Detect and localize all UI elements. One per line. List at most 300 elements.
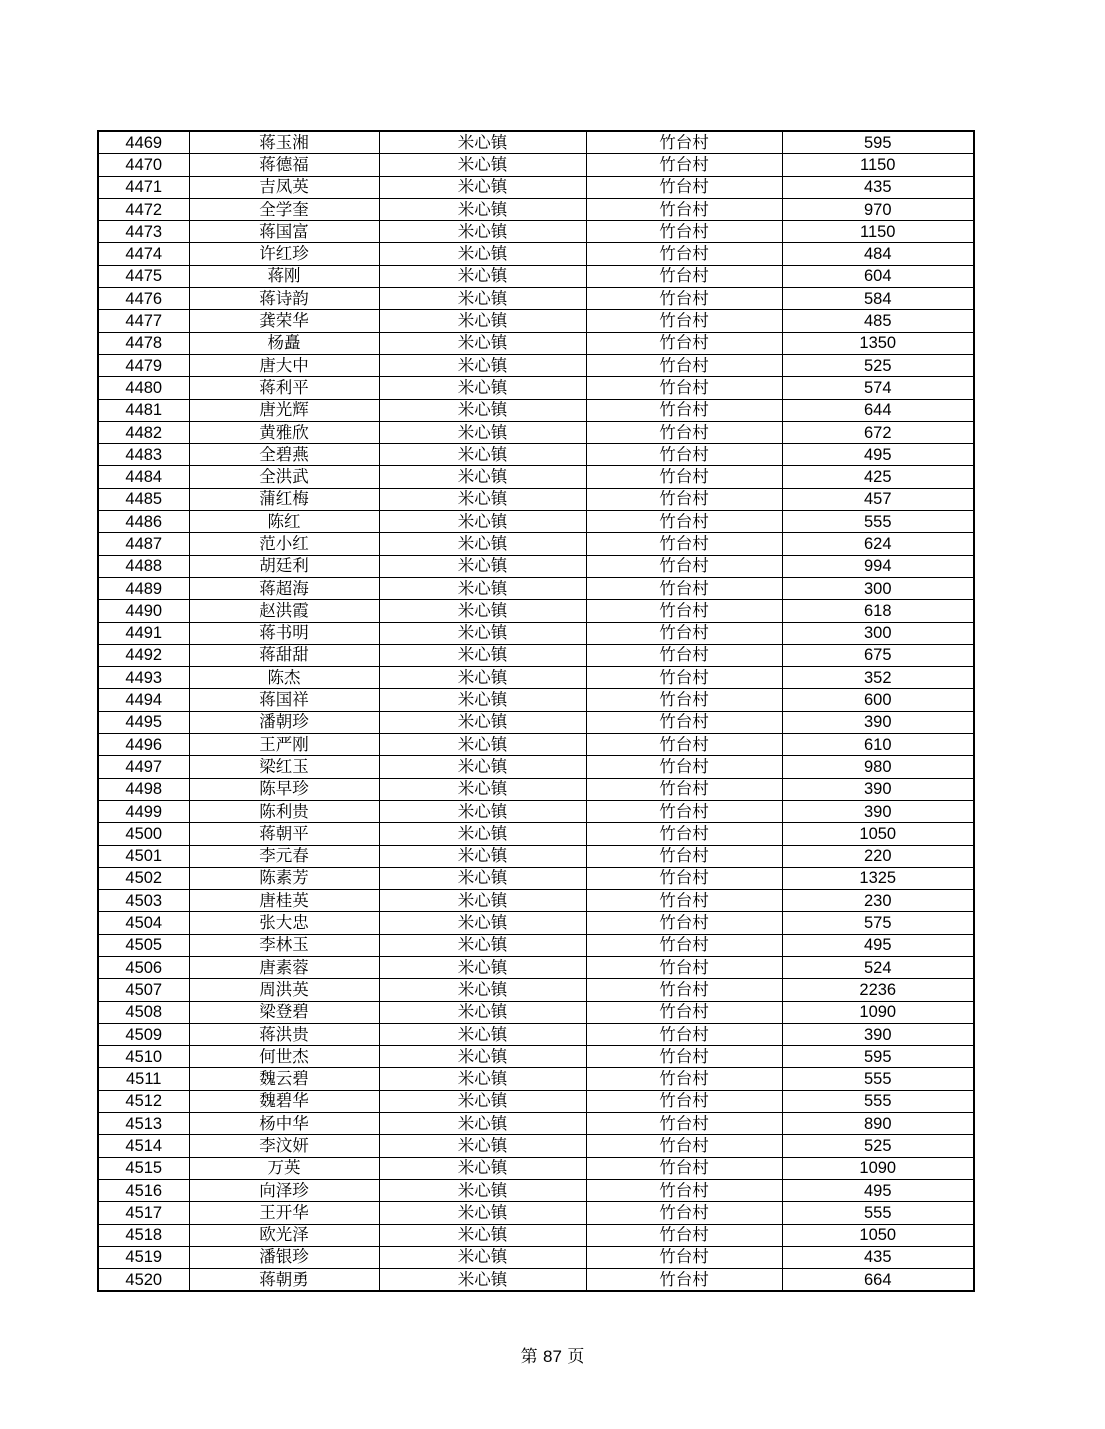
town-cell: 米心镇 [379,131,586,154]
row-number-cell: 4501 [98,845,189,867]
table-row [98,778,974,800]
village-cell: 竹台村 [586,934,782,956]
row-number-cell: 4508 [98,1001,189,1023]
row-number-cell: 4491 [98,622,189,644]
village-cell: 竹台村 [586,711,782,733]
town-cell: 米心镇 [379,912,586,934]
amount-cell: 604 [782,265,974,287]
row-number-cell: 4509 [98,1023,189,1045]
name-cell: 蒋超海 [189,577,379,599]
village-cell: 竹台村 [586,577,782,599]
name-cell: 蒋诗韵 [189,288,379,310]
table-row [98,734,974,756]
table-row [98,845,974,867]
table-row [98,667,974,689]
amount-cell: 555 [782,1090,974,1112]
name-cell: 陈素芳 [189,867,379,889]
name-cell: 唐桂英 [189,890,379,912]
amount-cell: 390 [782,711,974,733]
town-cell: 米心镇 [379,288,586,310]
amount-cell: 230 [782,890,974,912]
row-number-cell: 4519 [98,1246,189,1268]
town-cell: 米心镇 [379,354,586,376]
row-number-cell: 4473 [98,221,189,243]
village-cell: 竹台村 [586,1023,782,1045]
page-label-suffix: 页 [567,1347,585,1367]
table-row [98,1090,974,1112]
town-cell: 米心镇 [379,154,586,176]
village-cell: 竹台村 [586,221,782,243]
village-cell: 竹台村 [586,511,782,533]
name-cell: 陈早珍 [189,778,379,800]
table-row [98,1269,974,1292]
name-cell: 许红珍 [189,243,379,265]
village-cell: 竹台村 [586,1269,782,1292]
row-number-cell: 4505 [98,934,189,956]
table-row [98,1224,974,1246]
table-row [98,867,974,889]
name-cell: 魏云碧 [189,1068,379,1090]
name-cell: 蒋甜甜 [189,644,379,666]
town-cell: 米心镇 [379,1202,586,1224]
village-cell: 竹台村 [586,867,782,889]
table-row [98,265,974,287]
name-cell: 梁红玉 [189,756,379,778]
table-row [98,979,974,1001]
name-cell: 李元春 [189,845,379,867]
table-row [98,1202,974,1224]
village-cell: 竹台村 [586,1113,782,1135]
amount-cell: 1150 [782,221,974,243]
table-body [98,131,974,1291]
town-cell: 米心镇 [379,778,586,800]
village-cell: 竹台村 [586,979,782,1001]
town-cell: 米心镇 [379,265,586,287]
amount-cell: 435 [782,176,974,198]
row-number-cell: 4503 [98,890,189,912]
town-cell: 米心镇 [379,711,586,733]
name-cell: 魏碧华 [189,1090,379,1112]
amount-cell: 555 [782,1202,974,1224]
name-cell: 张大忠 [189,912,379,934]
table-row [98,533,974,555]
town-cell: 米心镇 [379,622,586,644]
name-cell: 梁登碧 [189,1001,379,1023]
row-number-cell: 4482 [98,421,189,443]
table-row [98,243,974,265]
village-cell: 竹台村 [586,466,782,488]
town-cell: 米心镇 [379,421,586,443]
row-number-cell: 4478 [98,332,189,354]
name-cell: 欧光泽 [189,1224,379,1246]
table-row [98,577,974,599]
name-cell: 全碧燕 [189,444,379,466]
town-cell: 米心镇 [379,1023,586,1045]
amount-cell: 575 [782,912,974,934]
village-cell: 竹台村 [586,399,782,421]
town-cell: 米心镇 [379,644,586,666]
town-cell: 米心镇 [379,1113,586,1135]
town-cell: 米心镇 [379,1179,586,1201]
town-cell: 米心镇 [379,979,586,1001]
name-cell: 蒋利平 [189,377,379,399]
row-number-cell: 4495 [98,711,189,733]
row-number-cell: 4506 [98,956,189,978]
town-cell: 米心镇 [379,867,586,889]
village-cell: 竹台村 [586,912,782,934]
row-number-cell: 4497 [98,756,189,778]
table-row [98,466,974,488]
town-cell: 米心镇 [379,890,586,912]
town-cell: 米心镇 [379,689,586,711]
name-cell: 唐素蓉 [189,956,379,978]
row-number-cell: 4472 [98,198,189,220]
amount-cell: 2236 [782,979,974,1001]
town-cell: 米心镇 [379,600,586,622]
table-row [98,1179,974,1201]
table-row [98,912,974,934]
amount-cell: 675 [782,644,974,666]
town-cell: 米心镇 [379,800,586,822]
village-cell: 竹台村 [586,734,782,756]
village-cell: 竹台村 [586,265,782,287]
name-cell: 王开华 [189,1202,379,1224]
town-cell: 米心镇 [379,845,586,867]
amount-cell: 595 [782,1046,974,1068]
name-cell: 蒋玉湘 [189,131,379,154]
name-cell: 陈利贵 [189,800,379,822]
row-number-cell: 4481 [98,399,189,421]
row-number-cell: 4489 [98,577,189,599]
name-cell: 周洪英 [189,979,379,1001]
amount-cell: 970 [782,198,974,220]
amount-cell: 220 [782,845,974,867]
row-number-cell: 4487 [98,533,189,555]
table-row [98,644,974,666]
amount-cell: 1050 [782,823,974,845]
village-cell: 竹台村 [586,288,782,310]
amount-cell: 524 [782,956,974,978]
town-cell: 米心镇 [379,466,586,488]
table-row [98,221,974,243]
name-cell: 万英 [189,1157,379,1179]
amount-cell: 425 [782,466,974,488]
table-row [98,555,974,577]
name-cell: 向泽珍 [189,1179,379,1201]
table-row [98,421,974,443]
town-cell: 米心镇 [379,1090,586,1112]
table-row [98,1135,974,1157]
amount-cell: 644 [782,399,974,421]
amount-cell: 300 [782,577,974,599]
table-row [98,890,974,912]
town-cell: 米心镇 [379,823,586,845]
row-number-cell: 4516 [98,1179,189,1201]
row-number-cell: 4474 [98,243,189,265]
village-cell: 竹台村 [586,1090,782,1112]
village-cell: 竹台村 [586,377,782,399]
name-cell: 范小红 [189,533,379,555]
name-cell: 杨中华 [189,1113,379,1135]
table-row [98,956,974,978]
amount-cell: 1090 [782,1001,974,1023]
row-number-cell: 4517 [98,1202,189,1224]
amount-cell: 624 [782,533,974,555]
town-cell: 米心镇 [379,1046,586,1068]
town-cell: 米心镇 [379,1001,586,1023]
table-row [98,1157,974,1179]
table-row [98,310,974,332]
table-row [98,800,974,822]
town-cell: 米心镇 [379,332,586,354]
table-row [98,1246,974,1268]
village-cell: 竹台村 [586,823,782,845]
page-footer [0,1342,1105,1367]
name-cell: 李汶妍 [189,1135,379,1157]
table-row [98,1113,974,1135]
row-number-cell: 4512 [98,1090,189,1112]
name-cell: 蒋德福 [189,154,379,176]
name-cell: 全洪武 [189,466,379,488]
table-row [98,934,974,956]
row-number-cell: 4479 [98,354,189,376]
table-row [98,131,974,154]
amount-cell: 1050 [782,1224,974,1246]
village-cell: 竹台村 [586,533,782,555]
amount-cell: 890 [782,1113,974,1135]
name-cell: 蒋国祥 [189,689,379,711]
town-cell: 米心镇 [379,243,586,265]
row-number-cell: 4511 [98,1068,189,1090]
row-number-cell: 4484 [98,466,189,488]
town-cell: 米心镇 [379,377,586,399]
amount-cell: 352 [782,667,974,689]
amount-cell: 618 [782,600,974,622]
town-cell: 米心镇 [379,511,586,533]
village-cell: 竹台村 [586,800,782,822]
name-cell: 蒋朝勇 [189,1269,379,1292]
village-cell: 竹台村 [586,1179,782,1201]
village-cell: 竹台村 [586,354,782,376]
table-row [98,354,974,376]
village-cell: 竹台村 [586,890,782,912]
village-cell: 竹台村 [586,421,782,443]
amount-cell: 980 [782,756,974,778]
village-cell: 竹台村 [586,1135,782,1157]
village-cell: 竹台村 [586,778,782,800]
town-cell: 米心镇 [379,555,586,577]
table-row [98,1023,974,1045]
town-cell: 米心镇 [379,488,586,510]
name-cell: 唐大中 [189,354,379,376]
name-cell: 蒋朝平 [189,823,379,845]
village-cell: 竹台村 [586,845,782,867]
town-cell: 米心镇 [379,1068,586,1090]
village-cell: 竹台村 [586,1068,782,1090]
town-cell: 米心镇 [379,1246,586,1268]
village-cell: 竹台村 [586,756,782,778]
village-cell: 竹台村 [586,243,782,265]
name-cell: 蒋国富 [189,221,379,243]
amount-cell: 672 [782,421,974,443]
village-cell: 竹台村 [586,154,782,176]
row-number-cell: 4476 [98,288,189,310]
row-number-cell: 4490 [98,600,189,622]
name-cell: 蒲红梅 [189,488,379,510]
village-cell: 竹台村 [586,689,782,711]
table-row [98,288,974,310]
table-row [98,689,974,711]
amount-cell: 1090 [782,1157,974,1179]
village-cell: 竹台村 [586,444,782,466]
amount-cell: 495 [782,934,974,956]
row-number-cell: 4486 [98,511,189,533]
name-cell: 王严刚 [189,734,379,756]
row-number-cell: 4475 [98,265,189,287]
row-number-cell: 4502 [98,867,189,889]
town-cell: 米心镇 [379,1224,586,1246]
name-cell: 陈杰 [189,667,379,689]
amount-cell: 495 [782,444,974,466]
village-cell: 竹台村 [586,622,782,644]
town-cell: 米心镇 [379,310,586,332]
town-cell: 米心镇 [379,198,586,220]
row-number-cell: 4499 [98,800,189,822]
village-cell: 竹台村 [586,1246,782,1268]
amount-cell: 1325 [782,867,974,889]
name-cell: 蒋书明 [189,622,379,644]
table-row [98,176,974,198]
town-cell: 米心镇 [379,399,586,421]
row-number-cell: 4494 [98,689,189,711]
row-number-cell: 4518 [98,1224,189,1246]
table-row [98,1068,974,1090]
name-cell: 蒋刚 [189,265,379,287]
village-cell: 竹台村 [586,332,782,354]
town-cell: 米心镇 [379,1269,586,1292]
row-number-cell: 4485 [98,488,189,510]
amount-cell: 457 [782,488,974,510]
village-cell: 竹台村 [586,488,782,510]
name-cell: 龚荣华 [189,310,379,332]
table-row [98,1001,974,1023]
table-row [98,511,974,533]
row-number-cell: 4488 [98,555,189,577]
data-table [97,130,975,1292]
row-number-cell: 4500 [98,823,189,845]
row-number-cell: 4498 [98,778,189,800]
village-cell: 竹台村 [586,310,782,332]
amount-cell: 485 [782,310,974,332]
name-cell: 杨矗 [189,332,379,354]
amount-cell: 435 [782,1246,974,1268]
row-number-cell: 4492 [98,644,189,666]
village-cell: 竹台村 [586,1157,782,1179]
village-cell: 竹台村 [586,1001,782,1023]
name-cell: 李林玉 [189,934,379,956]
row-number-cell: 4514 [98,1135,189,1157]
name-cell: 陈红 [189,511,379,533]
row-number-cell: 4471 [98,176,189,198]
name-cell: 全学奎 [189,198,379,220]
row-number-cell: 4480 [98,377,189,399]
row-number-cell: 4507 [98,979,189,1001]
amount-cell: 300 [782,622,974,644]
row-number-cell: 4520 [98,1269,189,1292]
table-row [98,488,974,510]
table-row [98,823,974,845]
row-number-cell: 4483 [98,444,189,466]
town-cell: 米心镇 [379,1157,586,1179]
name-cell: 何世杰 [189,1046,379,1068]
village-cell: 竹台村 [586,956,782,978]
town-cell: 米心镇 [379,221,586,243]
amount-cell: 390 [782,778,974,800]
row-number-cell: 4470 [98,154,189,176]
town-cell: 米心镇 [379,176,586,198]
amount-cell: 484 [782,243,974,265]
amount-cell: 600 [782,689,974,711]
village-cell: 竹台村 [586,1046,782,1068]
amount-cell: 574 [782,377,974,399]
amount-cell: 555 [782,1068,974,1090]
town-cell: 米心镇 [379,734,586,756]
town-cell: 米心镇 [379,444,586,466]
name-cell: 赵洪霞 [189,600,379,622]
amount-cell: 610 [782,734,974,756]
table-row [98,198,974,220]
village-cell: 竹台村 [586,644,782,666]
name-cell: 胡廷利 [189,555,379,577]
amount-cell: 525 [782,354,974,376]
name-cell: 蒋洪贵 [189,1023,379,1045]
amount-cell: 994 [782,555,974,577]
amount-cell: 1350 [782,332,974,354]
village-cell: 竹台村 [586,1202,782,1224]
amount-cell: 664 [782,1269,974,1292]
table-row [98,600,974,622]
village-cell: 竹台村 [586,1224,782,1246]
row-number-cell: 4510 [98,1046,189,1068]
town-cell: 米心镇 [379,577,586,599]
row-number-cell: 4469 [98,131,189,154]
amount-cell: 525 [782,1135,974,1157]
table-row [98,444,974,466]
name-cell: 黄雅欣 [189,421,379,443]
amount-cell: 390 [782,1023,974,1045]
name-cell: 潘银珍 [189,1246,379,1268]
table-row [98,377,974,399]
amount-cell: 555 [782,511,974,533]
row-number-cell: 4477 [98,310,189,332]
row-number-cell: 4513 [98,1113,189,1135]
town-cell: 米心镇 [379,756,586,778]
amount-cell: 1150 [782,154,974,176]
row-number-cell: 4515 [98,1157,189,1179]
town-cell: 米心镇 [379,533,586,555]
table-row [98,756,974,778]
page-label-prefix: 第 [520,1347,538,1367]
amount-cell: 595 [782,131,974,154]
village-cell: 竹台村 [586,667,782,689]
table-row [98,399,974,421]
town-cell: 米心镇 [379,956,586,978]
table-row [98,1046,974,1068]
page-number: 87 [543,1347,562,1366]
amount-cell: 390 [782,800,974,822]
town-cell: 米心镇 [379,934,586,956]
amount-cell: 495 [782,1179,974,1201]
